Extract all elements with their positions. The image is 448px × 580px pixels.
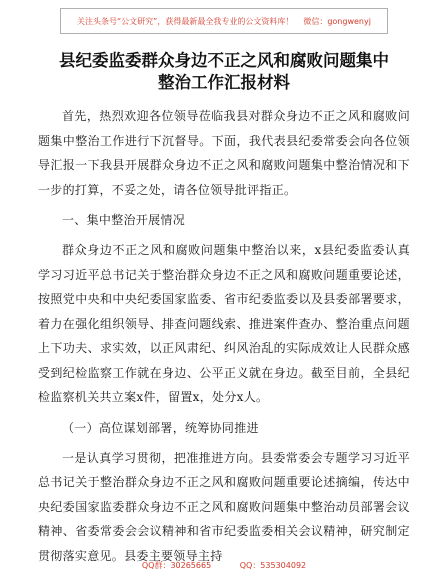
promo-banner (60, 8, 388, 34)
title-line-2: 整治工作汇报材料 (158, 73, 290, 92)
promo-text: 关注头条号“公文研究”，获得最新最全我专业的公文资料库！ (77, 16, 294, 26)
section-paragraph-1: 群众身边不正之风和腐败问题集中整治以来，x县纪委监委认真学习习近平总书记关于整治群众身边不正之风和腐败问题重要论述，按照党中央和中央纪委国家监委、省市纪委监委以及县委部署要求，着力在强化组织领导、排查问题线索、推进案件查办、整治重点问题上下功夫、求实效，以正风肃纪、纠风治乱的实际成效让人民群众感受到纪检监察工作就在身边、公平正义就在身边。截至目前，全县纪检监察机关共立案x件，留置x，处分x人。 (38, 243, 410, 404)
subsection-paragraph-1: 一是认真学习贯彻，把准推进方向。县委常委会专题学习习近平总书记关于整治群众身边不正之风和腐败问题重要论述摘编，传达中央纪委国家监委群众身边不正之风和腐败问题集中整治动员部署会议精神、省委常委会会议精神和省市纪委监委相关会议精神，研究制定贯彻落实意见。县委主要领导主持 (38, 450, 410, 563)
wechat-id: 微信：gongwenyj (303, 16, 371, 26)
qq-group-label: QQ群：30265665 (141, 561, 212, 570)
section-heading-1: 一、集中整治开展情况 (62, 213, 186, 227)
document-body (38, 104, 410, 568)
title-line-1: 县纪委监委群众身边不正之风和腐败问题集中 (59, 51, 389, 70)
document-title (40, 50, 408, 94)
footer-contact (0, 560, 448, 571)
subsection-heading-1: （一）高位谋划部署，统筹协同推进 (62, 420, 259, 435)
intro-paragraph: 首先，热烈欢迎各位领导莅临我县对群众身边不正之风和腐败问题集中整治工作进行下沉督导。下面，我代表县纪委常委会向各位领导汇报一下我县开展群众身边不正之风和腐败问题集中整治情况和下一步的打算，不妥之处，请各位领导批评指正。 (38, 109, 410, 197)
qq-contact-label: QQ：535304092 (239, 561, 307, 570)
